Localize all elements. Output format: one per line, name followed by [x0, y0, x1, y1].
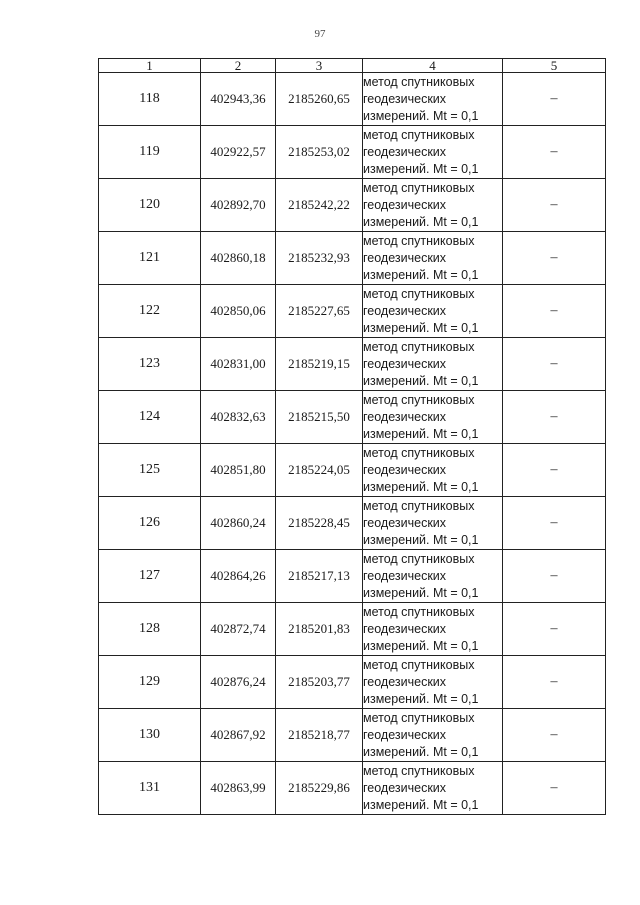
column-5-value: –	[503, 285, 606, 338]
method-line-3: измерений. Mt = 0,1	[363, 214, 479, 229]
method-line-2: геодезических	[363, 250, 447, 265]
coordinate-y: 2185201,83	[276, 603, 363, 656]
coordinate-y: 2185242,22	[276, 179, 363, 232]
table-row	[99, 232, 606, 285]
coordinate-x: 402867,92	[201, 709, 276, 762]
method-line-1: метод спутниковых	[363, 180, 475, 195]
method-line-2: геодезических	[363, 144, 447, 159]
header-col-1: 1	[99, 59, 201, 73]
table-row	[99, 709, 606, 762]
table-row	[99, 550, 606, 603]
method-cell	[363, 179, 503, 232]
coordinate-y: 2185228,45	[276, 497, 363, 550]
method-line-1: метод спутниковых	[363, 498, 475, 513]
method-line-2: геодезических	[363, 568, 447, 583]
method-line-2: геодезических	[363, 462, 447, 477]
method-line-3: измерений. Mt = 0,1	[363, 479, 479, 494]
point-number: 120	[99, 179, 201, 232]
point-number: 121	[99, 232, 201, 285]
method-line-3: измерений. Mt = 0,1	[363, 638, 479, 653]
point-number: 131	[99, 762, 201, 815]
column-5-value: –	[503, 232, 606, 285]
header-col-4: 4	[363, 59, 503, 73]
method-line-3: измерений. Mt = 0,1	[363, 691, 479, 706]
header-row	[99, 59, 606, 73]
method-line-3: измерений. Mt = 0,1	[363, 320, 479, 335]
point-number: 119	[99, 126, 201, 179]
table-row	[99, 338, 606, 391]
table-row	[99, 603, 606, 656]
method-line-2: геодезических	[363, 303, 447, 318]
method-cell	[363, 709, 503, 762]
method-line-3: измерений. Mt = 0,1	[363, 373, 479, 388]
method-line-2: геодезических	[363, 356, 447, 371]
table-row	[99, 179, 606, 232]
point-number: 123	[99, 338, 201, 391]
column-5-value: –	[503, 709, 606, 762]
coordinate-x: 402876,24	[201, 656, 276, 709]
coordinate-y: 2185260,65	[276, 73, 363, 126]
method-line-3: измерений. Mt = 0,1	[363, 161, 479, 176]
point-number: 128	[99, 603, 201, 656]
point-number: 118	[99, 73, 201, 126]
coordinate-y: 2185215,50	[276, 391, 363, 444]
coordinate-x: 402863,99	[201, 762, 276, 815]
method-line-1: метод спутниковых	[363, 233, 475, 248]
page-number: 97	[314, 28, 326, 40]
coordinate-x: 402832,63	[201, 391, 276, 444]
method-cell	[363, 603, 503, 656]
method-line-1: метод спутниковых	[363, 286, 475, 301]
method-cell	[363, 232, 503, 285]
table-row	[99, 497, 606, 550]
coordinate-x: 402872,74	[201, 603, 276, 656]
method-line-2: геодезических	[363, 91, 447, 106]
method-line-3: измерений. Mt = 0,1	[363, 108, 479, 123]
method-line-1: метод спутниковых	[363, 74, 475, 89]
method-line-2: геодезических	[363, 409, 447, 424]
method-line-3: измерений. Mt = 0,1	[363, 532, 479, 547]
point-number: 129	[99, 656, 201, 709]
column-5-value: –	[503, 550, 606, 603]
column-5-value: –	[503, 179, 606, 232]
method-line-2: геодезических	[363, 197, 447, 212]
column-5-value: –	[503, 603, 606, 656]
method-cell	[363, 497, 503, 550]
method-line-2: геодезических	[363, 727, 447, 742]
coordinate-x: 402860,18	[201, 232, 276, 285]
table-row	[99, 126, 606, 179]
coordinate-y: 2185253,02	[276, 126, 363, 179]
coordinate-x: 402892,70	[201, 179, 276, 232]
method-line-3: измерений. Mt = 0,1	[363, 744, 479, 759]
method-line-1: метод спутниковых	[363, 551, 475, 566]
table-row	[99, 391, 606, 444]
method-line-2: геодезических	[363, 780, 447, 795]
method-line-1: метод спутниковых	[363, 445, 475, 460]
coordinate-y: 2185229,86	[276, 762, 363, 815]
column-5-value: –	[503, 338, 606, 391]
method-cell	[363, 391, 503, 444]
coordinate-y: 2185232,93	[276, 232, 363, 285]
column-5-value: –	[503, 444, 606, 497]
method-line-3: измерений. Mt = 0,1	[363, 267, 479, 282]
coordinate-y: 2185203,77	[276, 656, 363, 709]
point-number: 125	[99, 444, 201, 497]
method-cell	[363, 126, 503, 179]
column-5-value: –	[503, 656, 606, 709]
method-line-1: метод спутниковых	[363, 604, 475, 619]
method-line-2: геодезических	[363, 674, 447, 689]
header-col-2: 2	[201, 59, 276, 73]
method-line-2: геодезических	[363, 621, 447, 636]
coordinate-y: 2185218,77	[276, 709, 363, 762]
method-line-3: измерений. Mt = 0,1	[363, 585, 479, 600]
method-cell	[363, 656, 503, 709]
table-row	[99, 285, 606, 338]
method-cell	[363, 550, 503, 603]
method-cell	[363, 285, 503, 338]
table-row	[99, 73, 606, 126]
column-5-value: –	[503, 126, 606, 179]
coordinate-x: 402922,57	[201, 126, 276, 179]
method-cell	[363, 444, 503, 497]
method-cell	[363, 73, 503, 126]
table-row	[99, 762, 606, 815]
table-row	[99, 444, 606, 497]
method-line-3: измерений. Mt = 0,1	[363, 426, 479, 441]
coordinate-x: 402851,80	[201, 444, 276, 497]
point-number: 126	[99, 497, 201, 550]
column-5-value: –	[503, 73, 606, 126]
coordinate-x: 402864,26	[201, 550, 276, 603]
coordinate-x: 402860,24	[201, 497, 276, 550]
coordinate-x: 402831,00	[201, 338, 276, 391]
column-5-value: –	[503, 762, 606, 815]
coordinate-x: 402943,36	[201, 73, 276, 126]
method-cell	[363, 762, 503, 815]
method-line-1: метод спутниковых	[363, 392, 475, 407]
method-line-1: метод спутниковых	[363, 710, 475, 725]
header-col-5: 5	[503, 59, 606, 73]
coordinate-y: 2185227,65	[276, 285, 363, 338]
coordinate-y: 2185217,13	[276, 550, 363, 603]
method-line-1: метод спутниковых	[363, 763, 475, 778]
method-line-3: измерений. Mt = 0,1	[363, 797, 479, 812]
table-row	[99, 656, 606, 709]
method-line-2: геодезических	[363, 515, 447, 530]
method-line-1: метод спутниковых	[363, 657, 475, 672]
method-line-1: метод спутниковых	[363, 127, 475, 142]
coordinate-y: 2185224,05	[276, 444, 363, 497]
coordinate-y: 2185219,15	[276, 338, 363, 391]
point-number: 127	[99, 550, 201, 603]
coordinates-table	[98, 58, 606, 815]
column-5-value: –	[503, 391, 606, 444]
header-col-3: 3	[276, 59, 363, 73]
column-5-value: –	[503, 497, 606, 550]
point-number: 130	[99, 709, 201, 762]
point-number: 124	[99, 391, 201, 444]
method-line-1: метод спутниковых	[363, 339, 475, 354]
coordinate-x: 402850,06	[201, 285, 276, 338]
point-number: 122	[99, 285, 201, 338]
method-cell	[363, 338, 503, 391]
